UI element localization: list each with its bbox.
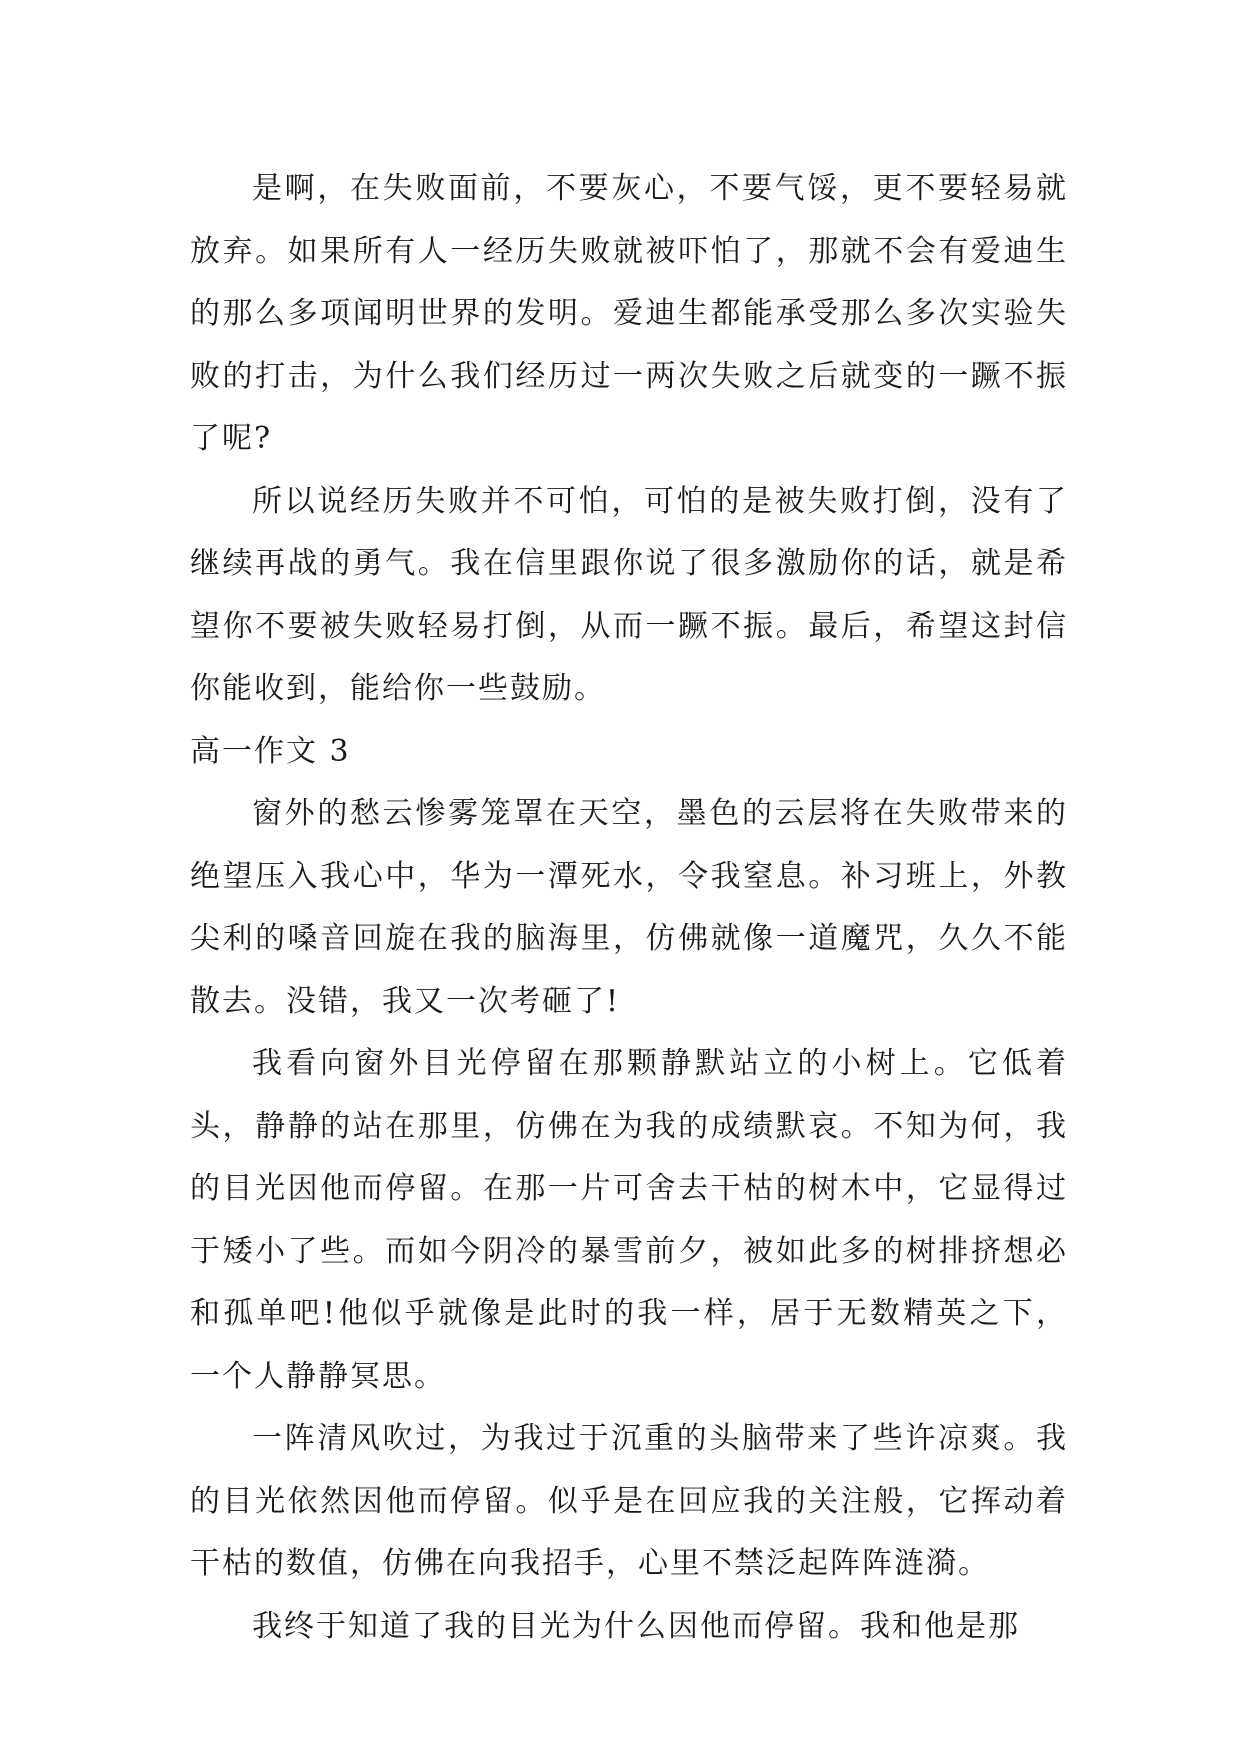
essay-heading: 高一作文 3 <box>190 733 351 769</box>
paragraph: 一阵清风吹过，为我过于沉重的头脑带来了些许凉爽。我的目光依然因他而停留。似乎是在回应我的关注般，它挥动着干枯的数值，仿佛在向我招手，心里不禁泛起阵阵涟漪。 <box>190 1421 1068 1581</box>
paragraph: 是啊，在失败面前，不要灰心，不要气馁，更不要轻易就放弃。如果所有人一经历失败就被吓怕了，那就不会有爱迪生的那么多项闻明世界的发明。爱迪生都能承受那么多次实验失败的打击，为什么我们经历过一两次失败之后就变的一蹶不振了呢? <box>190 171 1068 456</box>
paragraph: 我终于知道了我的目光为什么因他而停留。我和他是那 <box>252 1608 1020 1644</box>
document-body <box>190 158 1068 1658</box>
paragraph: 我看向窗外目光停留在那颗静默站立的小树上。它低着头，静静的站在那里，仿佛在为我的成绩默哀。不知为何，我的目光因他而停留。在那一片可舍去干枯的树木中，它显得过于矮小了些。而如今阴冷的暴雪前夕，被如此多的树排挤想必和孤单吧!他似乎就像是此时的我一样，居于无数精英之下，一个人静静冥思。 <box>190 1046 1068 1394</box>
paragraph: 所以说经历失败并不可怕，可怕的是被失败打倒，没有了继续再战的勇气。我在信里跟你说了很多激励你的话，就是希望你不要被失败轻易打倒，从而一蹶不振。最后，希望这封信你能收到，能给你一些鼓励。 <box>190 483 1068 706</box>
paragraph: 窗外的愁云惨雾笼罩在天空，墨色的云层将在失败带来的绝望压入我心中，华为一潭死水，令我窒息。补习班上，外教尖利的嗓音回旋在我的脑海里，仿佛就像一道魔咒，久久不能散去。没错，我又一次考砸了! <box>190 796 1068 1019</box>
